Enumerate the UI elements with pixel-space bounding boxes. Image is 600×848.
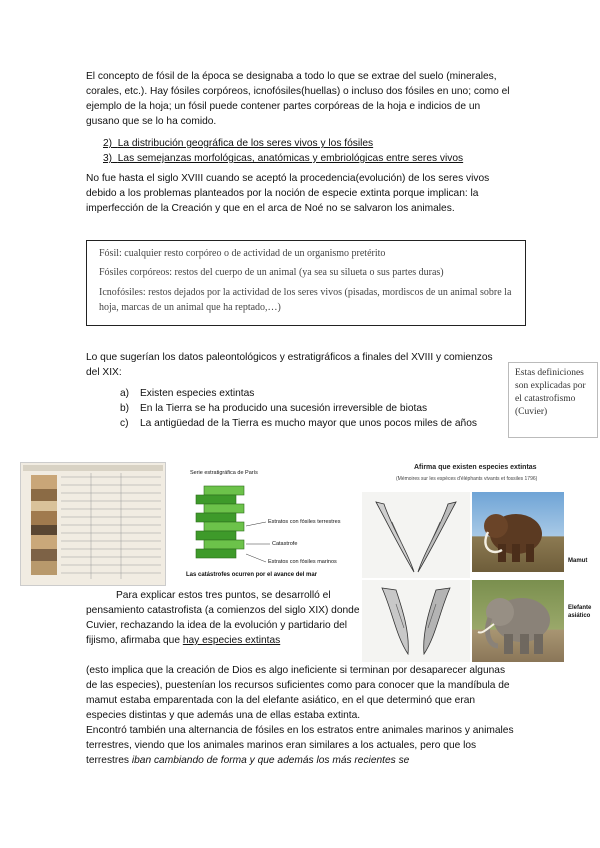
text-italic: iban cambiando de forma y que además los más recientes se (131, 755, 410, 766)
label-elephant: Elefante asiático (568, 605, 592, 619)
text-segment: Para explicar estos tres puntos, se desarrolló el pensamiento catastrofista (a comienzos del siglo XIX) donde Cuvier, rechazando la idea de la evolución y partidario del fijismo, afirmaba que (86, 590, 360, 646)
item-letter: b) (120, 403, 130, 414)
item-text: La antigüedad de la Tierra es mucho mayor que unos pocos miles de años (140, 418, 477, 429)
item-text: La distribución geográfica de los seres vivos y los fósiles (117, 138, 374, 149)
label-mammoth: Mamut (568, 558, 588, 564)
stratigraphic-chart-image (20, 462, 166, 586)
mammoth-jaw-icon (362, 492, 470, 578)
list-item (103, 151, 523, 166)
item-number: 2) (103, 138, 113, 149)
label-terrestrial: Estratos con fósiles terrestres (268, 519, 341, 525)
elephant-jaw-icon (362, 580, 470, 662)
paragraph-evolution: No fue hasta el siglo XVIII cuando se aceptó la procedencia(evolución) de los seres vivos debido a los problemas planteados por la noción de especie extinta porque implican: la imperfección de la Creación y que en el arca de Noé no se salvaron los animales. (86, 173, 490, 214)
item-letter: a) (120, 388, 130, 399)
item-letter: c) (120, 418, 129, 429)
definitions-box (86, 240, 526, 326)
item-text: Las semejanzas morfológicas, anatómicas y embriológicas entre seres vivos (117, 153, 464, 164)
paragraph-data: Lo que sugerían los datos paleontológicos y estratigráficos a finales del XVIII y comienzos del XIX: (86, 352, 493, 378)
paris-series-diagram (186, 470, 372, 582)
mammoth-image (472, 492, 564, 572)
numbered-list (103, 136, 523, 166)
list-item (103, 136, 523, 151)
definition-icnofosiles: Icnofósiles: restos dejados por la actividad de los seres vivos (pisadas, mordiscos de un animal sobre la hoja, marcas de un animal que ha reptado,…) (99, 287, 512, 313)
definition-fosil: Fósil: cualquier resto corpóreo o de actividad de un organismo pretérito (99, 248, 386, 259)
list-item (120, 401, 520, 416)
paragraph-alternation (86, 723, 518, 768)
item-text: En la Tierra se ha producido una sucesión irreversible de biotas (140, 403, 428, 414)
text-underlined: hay especies extintas (182, 635, 281, 646)
cuvier-figure (362, 462, 600, 662)
paragraph-catastrophism (86, 588, 360, 648)
label-catastrophe: Catastrofe (272, 541, 298, 547)
list-item (120, 416, 520, 431)
intro-paragraph: El concepto de fósil de la época se designaba a todo lo que se extrae del suelo (minerales, corales, etc.). Hay fósiles corpóreos, icnofósiles(huellas) o incluso dos fósiles en uno; como el ejemplo de la hoja; un fósil puede contener partes corpóreas de la hoja e indicios de un gusano que se lo ha comido. (86, 71, 510, 127)
diagram-caption: Las catástrofes ocurren por el avance del mar (186, 572, 318, 578)
item-text: Existen especies extintas (140, 388, 255, 399)
definition-corporeos: Fósiles corpóreos: restos del cuerpo de un animal (ya sea su silueta o sus partes duras) (99, 267, 444, 278)
asian-elephant-image (472, 580, 564, 662)
diagram-title: Serie estratigráfica de París (190, 470, 258, 476)
label-marine: Estratos con fósiles marinos (268, 559, 337, 565)
list-item (120, 386, 520, 401)
paragraph-catastrophism-cont: (esto implica que la creación de Dios es algo ineficiente si terminan por desaparecer algunas de las especies), puestenían los recursos suficientes como para conocer que la mandíbula de mamut estaba emparentada con la del elefante asiático, en el que determinó que eran especies distintas y que además una de ellas estaba extinta. (86, 665, 510, 721)
figure-title: Afirma que existen especies extintas (414, 464, 537, 471)
text-segment: Encontró también una alternancia de fósiles en los estratos entre animales marinos y animales terrestres, viendo que los animales marinos eran similares a los actuales, pero que los terrestres (86, 725, 514, 766)
catastrophism-note: Estas definiciones son explicadas por el catastrofismo (Cuvier) (508, 362, 598, 438)
item-number: 3) (103, 153, 113, 164)
letter-list (120, 386, 520, 431)
figure-subtitle: (Mémoires sur les espèces d'éléphants vivants et fossiles 1796) (396, 476, 538, 482)
